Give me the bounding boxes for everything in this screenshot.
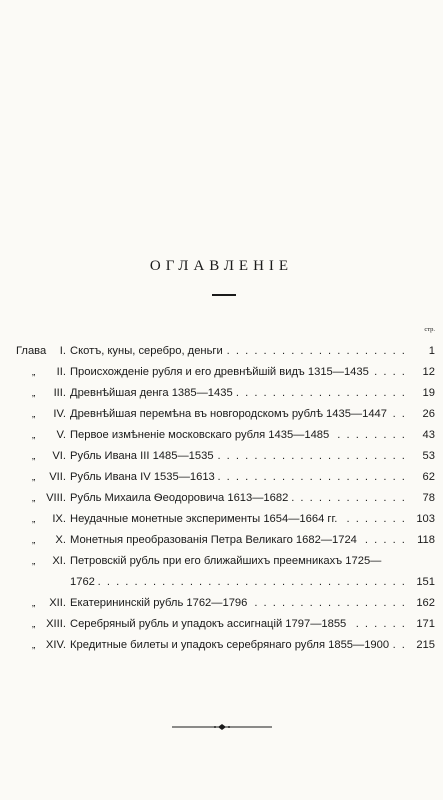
chapter-title <box>70 635 407 656</box>
toc-entry <box>0 341 443 362</box>
ditto-mark: „ <box>32 535 36 546</box>
page-number: 43 <box>422 429 435 441</box>
page-number: 62 <box>422 471 435 483</box>
chapter-title <box>70 446 407 467</box>
chapter-title-text: Рубль Ивана III 1485—1535 <box>70 450 217 462</box>
chapter-title-text: Екатерининскiй рубль 1762—1796 <box>70 597 250 609</box>
ditto-mark: „ <box>32 514 36 525</box>
ditto-mark: „ <box>32 493 36 504</box>
ditto-mark: „ <box>32 409 36 420</box>
chapter-title-text: Кредитные билеты и упадокъ серебрянаго рубля 1855—1900 <box>70 639 392 651</box>
chapter-title-text: 1762 <box>70 576 98 588</box>
toc-entry <box>0 593 443 614</box>
toc-entry <box>0 425 443 446</box>
chapter-number: V. <box>56 429 66 441</box>
page-number: 103 <box>416 513 435 525</box>
page-number: 53 <box>422 450 435 462</box>
chapter-title-text: Первое измѣненiе московскаго рубля 1435—1485 <box>70 429 332 441</box>
chapter-title <box>70 509 407 530</box>
chapter-title-text: Петровскiй рубль при его ближайшихъ преемникахъ 1725— <box>70 555 384 567</box>
chapter-title <box>70 593 407 614</box>
page-title: ОГЛАВЛЕНIЕ <box>149 258 294 274</box>
toc-entry <box>0 404 443 425</box>
chapter-title-text: Рубль Ивана IV 1535—1613 <box>70 471 218 483</box>
chapter-title <box>70 425 407 446</box>
chapter-title-text: Неудачные монетные эксперименты 1654—1664 гг. <box>70 513 340 525</box>
ditto-mark: „ <box>32 556 36 567</box>
table-of-contents <box>0 341 443 656</box>
chapter-number: IX. <box>52 513 66 525</box>
chapter-title <box>70 362 407 383</box>
chapter-title <box>70 467 407 488</box>
page-number: 19 <box>422 387 435 399</box>
chapter-title <box>70 551 407 572</box>
page-number: 151 <box>416 576 435 588</box>
toc-entry <box>0 362 443 383</box>
toc-entry-continuation <box>0 572 443 593</box>
chapter-number: XIV. <box>45 639 66 651</box>
title-underline <box>212 294 236 296</box>
chapter-title-text: Происхожденiе рубля и его древнѣйшiй видъ 1315—1435 <box>70 366 372 378</box>
chapter-number: IV. <box>53 408 66 420</box>
page-number: 26 <box>422 408 435 420</box>
page-number: 12 <box>422 366 435 378</box>
page-number: 171 <box>416 618 435 630</box>
chapter-title-text: Рубль Михаила Ѳеодоровича 1613—1682 <box>70 492 291 504</box>
chapter-title <box>70 530 407 551</box>
chapter-title <box>70 614 407 635</box>
toc-entry <box>0 635 443 656</box>
chapter-title <box>70 404 407 425</box>
page-number: 1 <box>428 345 435 357</box>
chapter-title <box>70 383 407 404</box>
ditto-mark: „ <box>32 619 36 630</box>
toc-entry <box>0 467 443 488</box>
ditto-mark: „ <box>32 598 36 609</box>
toc-entry <box>0 509 443 530</box>
chapter-number: VII. <box>49 471 66 483</box>
toc-entry <box>0 383 443 404</box>
chapter-title-text: Древнѣйшая денга 1385—1435 <box>70 387 236 399</box>
ditto-mark: „ <box>32 451 36 462</box>
page-number: 78 <box>422 492 435 504</box>
toc-entry <box>0 530 443 551</box>
chapter-title-text: Серебряный рубль и упадокъ ассигнацiй 1797—1855 <box>70 618 349 630</box>
chapter-number: XII. <box>49 597 66 609</box>
chapter-title-text: Древнѣйшая перемѣна въ новгородскомъ рублѣ 1435—1447 <box>70 408 390 420</box>
chapter-number: X. <box>55 534 66 546</box>
toc-entry <box>0 488 443 509</box>
chapter-title-text: Монетныя преобразованiя Петра Великаго 1682—1724 <box>70 534 360 546</box>
toc-entry <box>0 446 443 467</box>
ditto-mark: „ <box>32 367 36 378</box>
page-number: 162 <box>416 597 435 609</box>
chapter-number: XIII. <box>46 618 66 630</box>
ditto-mark: „ <box>32 472 36 483</box>
chapter-number: II. <box>56 366 66 378</box>
ditto-mark: „ <box>32 388 36 399</box>
end-ornament <box>172 722 272 732</box>
ditto-mark: „ <box>32 640 36 651</box>
chapter-number: XI. <box>52 555 66 567</box>
toc-entry <box>0 614 443 635</box>
chapter-number: VI. <box>52 450 66 462</box>
ditto-mark: „ <box>32 430 36 441</box>
chapter-title <box>70 488 407 509</box>
chapter-title <box>70 572 407 593</box>
chapter-prefix: Глава <box>16 345 47 357</box>
toc-entry <box>0 551 443 572</box>
chapter-number: I. <box>59 345 66 357</box>
chapter-title-text: Скотъ, куны, серебро, деньги <box>70 345 226 357</box>
page-number: 215 <box>416 639 435 651</box>
page-number: 118 <box>417 534 435 546</box>
chapter-number: VIII. <box>46 492 66 504</box>
chapter-number: III. <box>53 387 66 399</box>
chapter-title <box>70 341 407 362</box>
page-column-label: стр. <box>424 326 435 333</box>
